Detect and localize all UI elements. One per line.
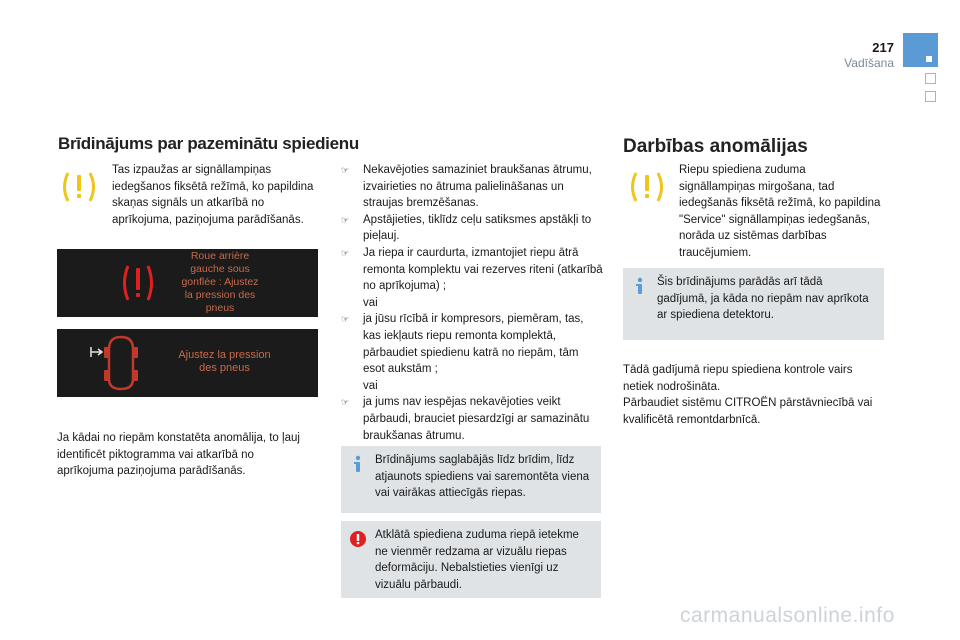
list-item [341,212,603,245]
info-note-text: Brīdinājums saglabājās līdz brīdim, līdz atjaunots spiediens vai saremontēta viena vai vairākas attiecīgās riepas. [375,454,590,500]
list-item [341,311,603,377]
section-title: Brīdinājums par pazeminātu spiedienu [58,134,359,153]
bullet-arrow-icon: ☞ [341,247,350,258]
list-item-text: vai [363,296,378,309]
chapter-tab-outline[interactable] [925,73,936,84]
list-item-text: Ja riepa ir caurdurta, izmantojiet riepu ātrā remonta komplektu vai rezerves riteni (atkarībā no aprīkojuma) ; [363,246,603,293]
warning-note-text: Atklātā spiediena zuduma riepā ietekme ne vienmēr redzama ar vizuālu riepas deformāciju. Nebalstieties vienīgi uz vizuālu pārbaudi. [375,529,579,591]
display-message-1 [165,250,275,315]
list-item-text: ja jums nav iespējas nekavējoties veikt pārbaudi, brauciet piesardzīgi ar samazinātu braukšanas ātrumu. [363,396,590,442]
display-message-2 [157,349,292,375]
tab-marker [926,56,932,62]
display-line: Roue arrière [190,250,250,262]
page-number: 217 [872,40,894,55]
left-footer-text: Ja kādai no riepām konstatēta anomālija, to ļauj identificēt piktogramma vai atkarībā no aprīkojuma paziņojuma parādīšanās. [57,432,300,478]
left-intro-text: Tas izpaužas ar signāllampiņas iedegšanos fiksētā režīmā, ko papildina skaņas signāls un atkarībā no aprīkojuma, paziņojuma parādīšanās. [112,164,314,226]
watermark: carmanualsonline.info [680,604,895,627]
display-line: la pression des [184,289,256,301]
warning-note [341,521,601,598]
list-item [341,295,603,312]
info-note [341,446,601,513]
right-intro-text: Riepu spiediena zuduma signāllampiņas mirgošana, tad iedegšanās fiksētā režīmā, ko papildina "Service" signāllampiņas iedegšanās, norāda uz sistēmas darbības traucējumiem. [679,164,881,259]
chapter-tab[interactable] [903,33,938,67]
info-icon [632,277,648,300]
instrument-display-panel [57,329,318,397]
bullet-arrow-icon: ☞ [341,165,350,175]
exclamation-icon [350,531,366,552]
display-line: gonflée : Ajustez [181,276,259,288]
section-label: Vadīšana [844,56,894,70]
bullet-arrow-icon: ☞ [341,314,350,325]
right-footer-text [623,362,885,428]
list-item-text: vai [363,379,378,392]
footer-line: Tādā gadījumā riepu spiediena kontrole vairs netiek nodrošināta. [623,364,853,393]
info-icon [350,455,366,478]
footer-line: Pārbaudiet sistēmu CITROËN pārstāvniecībā vai kvalificētā remontdarbnīcā. [623,397,873,426]
section-title: Darbības anomālijas [623,136,808,157]
list-item [341,378,603,395]
list-item-text: Nekavējoties samaziniet braukšanas ātrumu, izvairieties no ātruma palielināšanas un straujas bremzēšanas. [363,164,592,210]
tyre-pressure-warning-icon [60,170,92,202]
instrument-display-panel [57,249,318,317]
display-line: pneus [205,302,235,314]
chapter-tab-outline[interactable] [925,91,936,102]
display-line: des pneus [199,362,250,374]
info-note [623,268,884,340]
list-item [341,162,603,212]
info-note-text: Šis brīdinājums parādās arī tādā gadījumā, ja kāda no riepām nav aprīkota ar spiediena detektoru. [657,276,869,322]
display-line: Ajustez la pression [178,349,271,361]
display-line: gauche sous [190,263,250,275]
tyre-pressure-warning-icon [628,170,660,202]
car-tyre-icon [89,333,153,398]
list-item [341,245,603,295]
action-list [341,162,603,444]
list-item-text: ja jūsu rīcībā ir kompresors, piemēram, tas, kas iekļauts riepu remonta komplektā, pārbaudiet spiedienu katrā no riepām, tām esot aukstām ; [363,313,584,376]
bullet-arrow-icon: ☞ [341,397,350,408]
list-item [341,394,603,444]
bullet-arrow-icon: ☞ [341,214,350,225]
tyre-pressure-warning-icon [121,262,155,309]
list-item-text: Apstājieties, tiklīdz ceļu satiksmes apstākļi to pieļauj. [363,213,592,243]
